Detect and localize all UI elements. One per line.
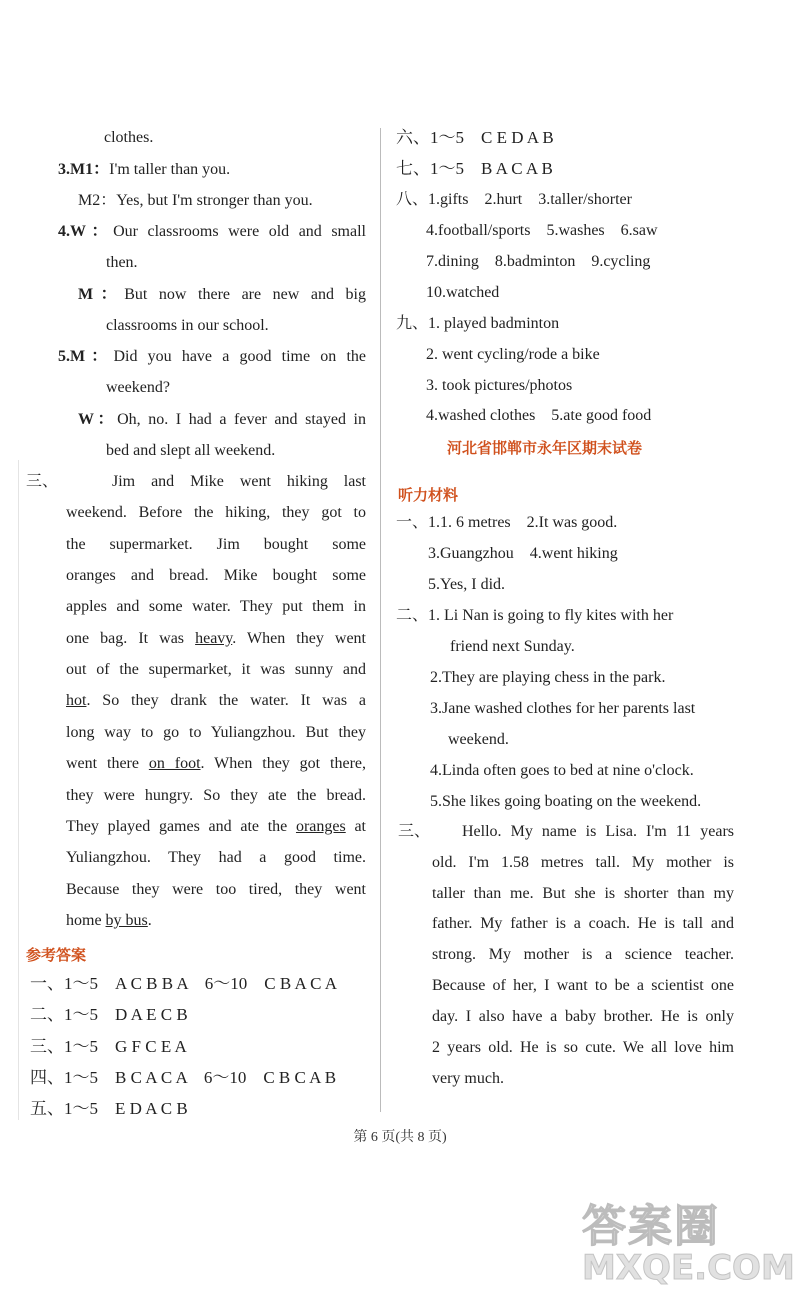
passage-line: Because of her, I want to be a scientist one	[432, 977, 734, 994]
passage-line: very much.	[432, 1070, 504, 1087]
passage-text: They played games and ate the	[66, 818, 296, 835]
passage-line: out of the supermarket, it was sunny and	[66, 661, 366, 678]
answer-line: 4.washed clothes 5.ate good food	[426, 407, 652, 424]
answer-line: 三、1～5 G F C E A	[30, 1037, 187, 1056]
passage-text: at	[345, 818, 366, 835]
text-line: bed and slept all weekend.	[106, 442, 276, 459]
passage-line	[66, 817, 366, 837]
passage-line: apples and some water. They put them in	[66, 598, 366, 615]
passage-line	[66, 691, 366, 711]
text-line: then.	[106, 254, 138, 271]
dialog-line	[58, 347, 366, 367]
dialog-text: But now there are new and big	[124, 286, 366, 303]
passage-text: one bag. It was	[66, 630, 196, 647]
answer-line: 一、1～5 A C B B A 6～10 C B A C A	[30, 974, 338, 993]
dialog-line	[58, 222, 366, 242]
listening-line: weekend.	[448, 731, 509, 748]
answer-line: 五、1～5 E D A C B	[30, 1099, 188, 1118]
answer-line: 5.Yes, I did.	[428, 576, 506, 593]
passage-line: Hello. My name is Lisa. I'm 11 years	[462, 823, 734, 840]
listening-line: 5.She likes going boating on the weekend.	[430, 793, 702, 810]
section-number: 三、	[26, 473, 59, 490]
passage-line: father. My father is a coach. He is tall and	[432, 915, 734, 932]
passage-line: strong. My mother is a science teacher.	[432, 946, 734, 963]
dialog-text: Our classrooms were old and small	[113, 223, 366, 240]
passage-line: long way to go to Yuliangzhou. But they	[66, 724, 366, 741]
underlined-word: on foot	[148, 755, 201, 772]
column-divider	[380, 128, 381, 1112]
passage-line: the supermarket. Jim bought some	[66, 536, 366, 553]
passage-line: day. I also have a baby brother. He is only	[432, 1008, 734, 1025]
answer-line: 八、1.gifts 2.hurt 3.taller/shorter	[396, 191, 632, 208]
listening-line: 2.They are playing chess in the park.	[430, 669, 666, 686]
passage-line: taller than me. But she is shorter than my	[432, 885, 734, 902]
listening-line: 3.Jane washed clothes for her parents last	[430, 700, 696, 717]
passage-line: Because they were too tired, they went	[66, 881, 366, 898]
text-line: weekend?	[106, 379, 170, 396]
passage-line: Jim and Mike went hiking last	[112, 473, 366, 490]
answer-line: 六、1～5 C E D A B	[396, 128, 554, 147]
passage-line: old. I'm 1.58 metres tall. My mother is	[432, 854, 734, 871]
answer-line: 一、1.1. 6 metres 2.It was good.	[396, 514, 618, 531]
item-number: 3.M1：	[58, 161, 110, 178]
answer-line: 4.football/sports 5.washes 6.saw	[426, 222, 658, 239]
answer-line: 七、1～5 B A C A B	[396, 159, 553, 178]
watermark-logo: 答案圈	[582, 1201, 720, 1252]
passage-line	[66, 629, 366, 649]
dialog-text: Did you have a good time on the	[113, 348, 366, 365]
passage-text: went there	[66, 755, 149, 772]
listening-line: 4.Linda often goes to bed at nine o'clock.	[430, 762, 694, 779]
answer-line: 2. went cycling/rode a bike	[426, 346, 600, 363]
passage-text: . So they drank the water. It was a	[86, 692, 366, 709]
listening-line: 二、1. Li Nan is going to fly kites with her	[396, 607, 674, 624]
dialog-line	[58, 160, 230, 180]
dialog-line: M2：Yes, but I'm stronger than you.	[78, 192, 313, 209]
text-line: classrooms in our school.	[106, 317, 269, 334]
answer-line: 3. took pictures/photos	[426, 377, 573, 394]
speaker-label: W：	[78, 411, 118, 428]
dialog-text: I'm taller than you.	[109, 161, 231, 178]
passage-line: Yuliangzhou. They had a good time.	[66, 849, 366, 866]
item-number: 4.W：	[58, 223, 114, 240]
exam-section-title: 河北省邯郸市永年区期末试卷	[447, 439, 643, 457]
underlined-word: oranges	[295, 818, 346, 835]
answers-heading: 参考答案	[26, 946, 87, 964]
text-line: clothes.	[104, 129, 154, 146]
answer-line: 10.watched	[426, 284, 500, 301]
passage-text: . When they went	[232, 630, 367, 647]
answer-line: 九、1. played badminton	[396, 315, 560, 332]
listening-line: friend next Sunday.	[450, 638, 575, 655]
underlined-word: by bus	[105, 912, 148, 929]
passage-line: 2 years old. He is so cute. We all love him	[432, 1039, 734, 1056]
item-number: 5.M：	[58, 348, 114, 365]
speaker-label: M：	[78, 286, 125, 303]
passage-line: weekend. Before the hiking, they got to	[66, 504, 366, 521]
passage-line: oranges and bread. Mike bought some	[66, 567, 366, 584]
dialog-line	[78, 410, 366, 430]
underlined-word: hot	[66, 692, 87, 709]
passage-line: they were hungry. So they ate the bread.	[66, 787, 366, 804]
answer-line: 3.Guangzhou 4.went hiking	[428, 545, 618, 562]
answer-line: 四、1～5 B C A C A 6～10 C B C A B	[30, 1068, 337, 1087]
answer-line: 7.dining 8.badminton 9.cycling	[426, 253, 651, 270]
section-number: 三、	[398, 823, 431, 840]
passage-line	[66, 754, 366, 774]
answer-line: 二、1～5 D A E C B	[30, 1005, 188, 1024]
watermark-site: MXQE.COM	[582, 1248, 795, 1288]
dialog-line	[78, 285, 366, 305]
passage-text: .	[147, 912, 152, 929]
dialog-text: Oh, no. I had a fever and stayed in	[117, 411, 366, 428]
underlined-word: heavy	[195, 630, 233, 647]
edge-line	[18, 460, 19, 1120]
page-footer: 第 6 页(共 8 页)	[353, 1130, 447, 1145]
passage-text: home	[66, 912, 106, 929]
passage-line	[66, 911, 152, 931]
passage-text: . When they got there,	[200, 755, 367, 772]
listening-heading: 听力材料	[398, 486, 459, 504]
watermark	[582, 1190, 795, 1290]
